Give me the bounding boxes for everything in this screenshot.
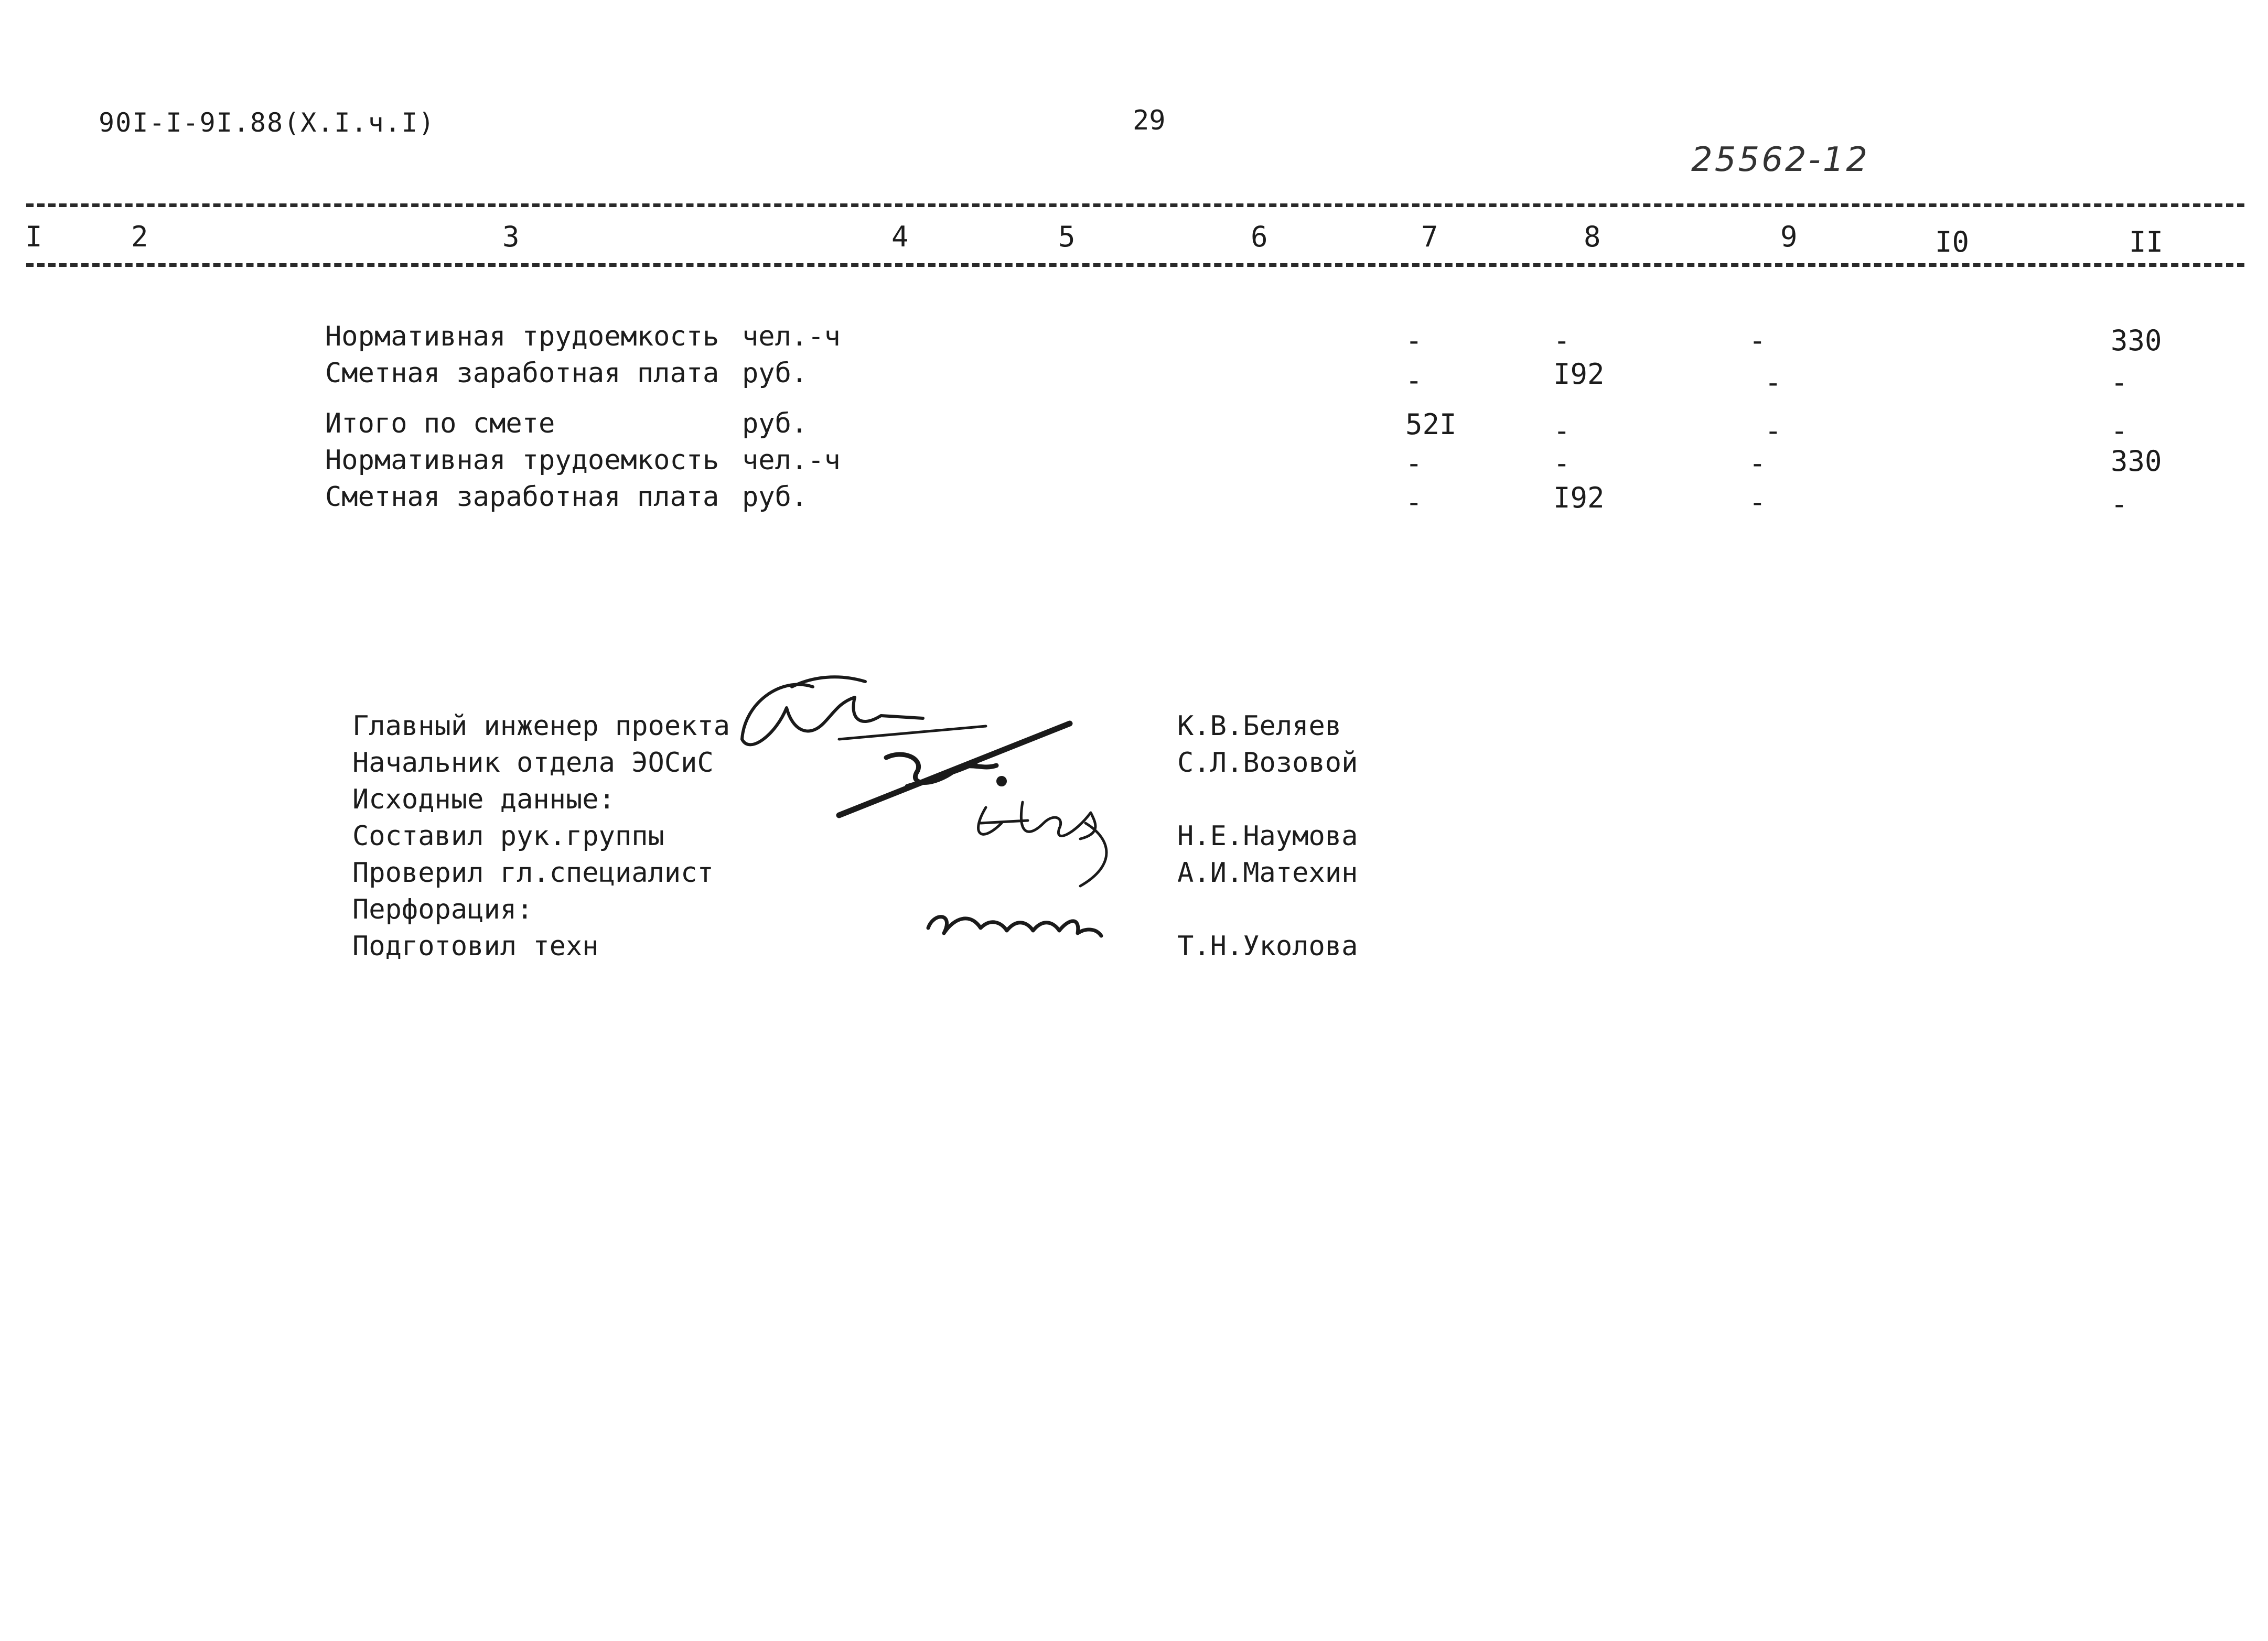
cell-col11: - — [2111, 366, 2128, 399]
row-unit: руб. — [742, 408, 808, 439]
cell-col9: - — [1765, 366, 1782, 399]
signature-role: Проверил гл.специалист — [352, 857, 714, 889]
column-header: I0 — [1935, 225, 1970, 258]
signature-role: Главный инженер проекта — [352, 710, 730, 742]
signatory-name: С.Л.Возовой — [1177, 747, 1358, 779]
row-label: Сметная заработная плата — [325, 358, 719, 389]
cell-col8: - — [1553, 447, 1571, 480]
table-header-rule — [26, 263, 2244, 267]
row-label: Нормативная трудоемкость — [325, 321, 719, 352]
table-top-rule — [26, 203, 2244, 207]
column-header: 6 — [1251, 220, 1268, 253]
column-header: 7 — [1421, 220, 1438, 253]
signatory-name: А.И.Матехин — [1177, 857, 1358, 889]
cell-col11: 330 — [2111, 324, 2162, 357]
signatory-name: Н.Е.Наумова — [1177, 820, 1358, 852]
column-header: I — [25, 220, 42, 253]
row-label: Нормативная трудоемкость — [325, 445, 719, 476]
column-header: 5 — [1058, 220, 1076, 253]
cell-col7: - — [1405, 324, 1423, 357]
cell-col11: 330 — [2111, 445, 2162, 478]
signature-role: Перфорация: — [352, 894, 533, 925]
cell-col8: I92 — [1553, 358, 1605, 391]
cell-col7: - — [1405, 485, 1423, 519]
cell-col8: - — [1553, 414, 1571, 447]
row-label: Итого по смете — [325, 408, 555, 439]
signatory-name: К.В.Беляев — [1177, 710, 1342, 742]
column-header: 4 — [891, 220, 909, 253]
column-header: 8 — [1584, 220, 1601, 253]
cell-col7: - — [1405, 364, 1423, 397]
document-code: 90I-I-9I.88(X.I.ч.I) — [99, 107, 436, 138]
cell-col8: I92 — [1553, 481, 1605, 514]
cell-col9: - — [1749, 324, 1766, 357]
row-label: Сметная заработная плата — [325, 481, 719, 513]
cell-col7: - — [1405, 447, 1423, 480]
column-header: 3 — [502, 220, 520, 253]
handwritten-signatures — [734, 666, 1143, 959]
page-number: 29 — [1133, 105, 1166, 136]
cell-col9: - — [1749, 447, 1766, 480]
cell-col8: - — [1553, 324, 1571, 357]
cell-col9: - — [1765, 414, 1782, 447]
signature-role: Исходные данные: — [352, 784, 615, 815]
signature-role: Начальник отдела ЭОСиС — [352, 747, 714, 779]
row-unit: чел.-ч — [742, 321, 841, 352]
column-header: 9 — [1780, 220, 1798, 253]
row-unit: руб. — [742, 481, 808, 513]
row-unit: руб. — [742, 358, 808, 389]
cell-col11: - — [2111, 414, 2128, 447]
signatory-name: Т.Н.Уколова — [1177, 931, 1358, 962]
column-header: II — [2129, 225, 2164, 258]
cell-col7: 52I — [1405, 408, 1457, 441]
row-unit: чел.-ч — [742, 445, 841, 476]
handwritten-reference: 25562-12 — [1691, 141, 1870, 179]
signature-role: Составил рук.группы — [352, 820, 664, 852]
cell-col11: - — [2111, 488, 2128, 521]
column-header: 2 — [131, 220, 148, 253]
signature-role: Подготовил техн — [352, 931, 599, 962]
cell-col9: - — [1749, 485, 1766, 519]
